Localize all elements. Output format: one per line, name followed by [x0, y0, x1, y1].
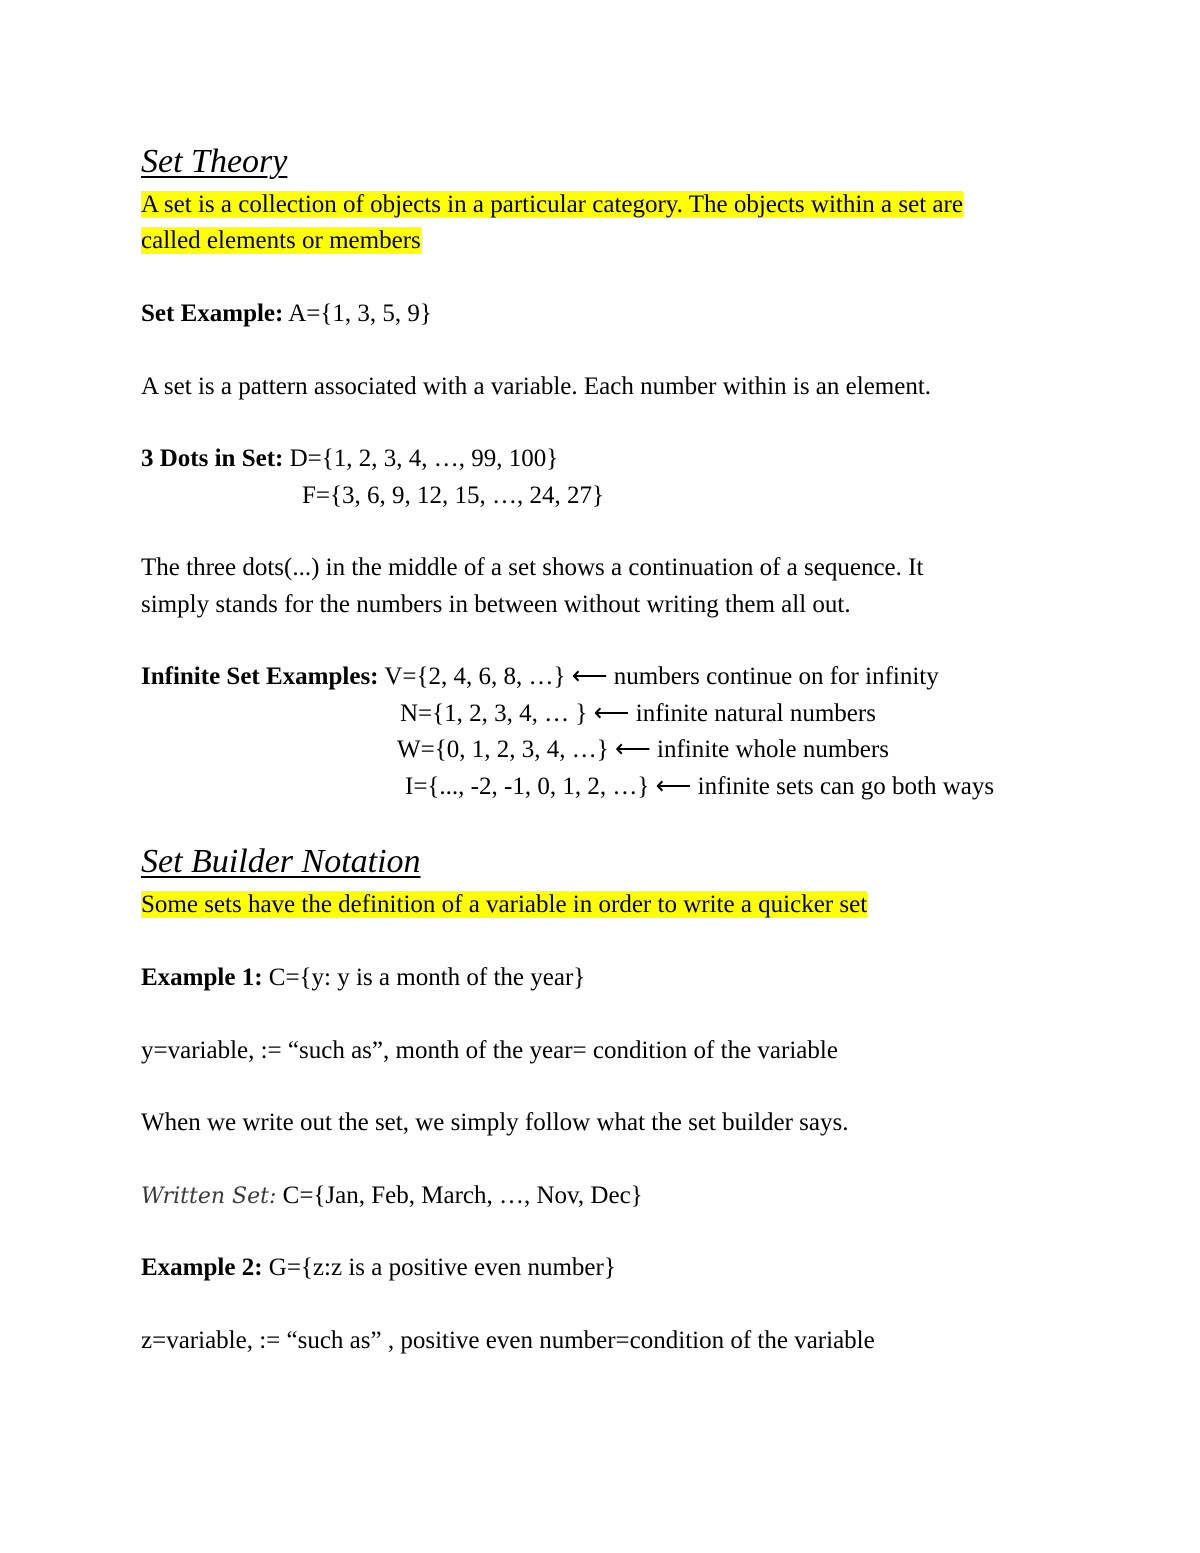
written-set-line: [141, 1178, 643, 1215]
highlighted-text: A set is a collection of objects in a particular category. The objects within a set are: [141, 191, 963, 218]
infinite-label: Infinite Set Examples:: [141, 663, 379, 690]
follow-text: When we write out the set, we simply follow what the set builder says.: [141, 1109, 849, 1136]
set-builder-definition: [141, 887, 867, 923]
example-2-value: G={z:z is a positive even number}: [268, 1254, 616, 1281]
set-example-line: [141, 296, 432, 332]
highlighted-text: called elements or members: [141, 227, 421, 254]
set-example-label: Set Example:: [141, 300, 284, 327]
dots-set-1: D={1, 2, 3, 4, …, 99, 100}: [289, 445, 559, 472]
written-set-label: Written Set:: [141, 1184, 277, 1209]
set-definition-line-2: [141, 223, 421, 259]
infinite-line-1: [141, 659, 939, 695]
infinite-set-v: V={2, 4, 6, 8, …} ⟵ numbers continue on for infinity: [384, 663, 939, 690]
example-1-value: C={y: y is a month of the year}: [268, 964, 586, 991]
example-1-line: [141, 960, 585, 996]
infinite-set-i: I={..., -2, -1, 0, 1, 2, …} ⟵ infinite sets can go both ways: [405, 773, 995, 800]
set-theory-title: Set Theory: [141, 143, 288, 180]
dots-explain-line-1: The three dots(...) in the middle of a set shows a continuation of a sequence. It: [141, 554, 924, 581]
example-1-explain: y=variable, := “such as”, month of the year= condition of the variable: [141, 1037, 838, 1064]
dots-line-1: [141, 441, 558, 477]
dots-explain-line-2: simply stands for the numbers in between without writing them all out.: [141, 591, 851, 618]
written-set-value: C={Jan, Feb, March, …, Nov, Dec}: [282, 1182, 643, 1209]
example-2-explain: z=variable, := “such as” , positive even number=condition of the variable: [141, 1327, 875, 1354]
set-example-value: A={1, 3, 5, 9}: [288, 300, 432, 327]
dots-set-2: F={3, 6, 9, 12, 15, …, 24, 27}: [302, 482, 605, 509]
example-2-line: [141, 1250, 616, 1286]
set-definition-line-1: [141, 187, 963, 223]
infinite-set-n: N={1, 2, 3, 4, … } ⟵ infinite natural numbers: [400, 700, 876, 727]
dots-label: 3 Dots in Set:: [141, 445, 284, 472]
highlighted-text: Some sets have the definition of a variable in order to write a quicker set: [141, 891, 868, 918]
infinite-set-w: W={0, 1, 2, 3, 4, …} ⟵ infinite whole numbers: [397, 736, 889, 763]
example-2-label: Example 2:: [141, 1254, 263, 1281]
example-1-label: Example 1:: [141, 964, 263, 991]
set-builder-title: Set Builder Notation: [141, 843, 421, 880]
pattern-text: A set is a pattern associated with a variable. Each number within is an element.: [141, 373, 932, 400]
